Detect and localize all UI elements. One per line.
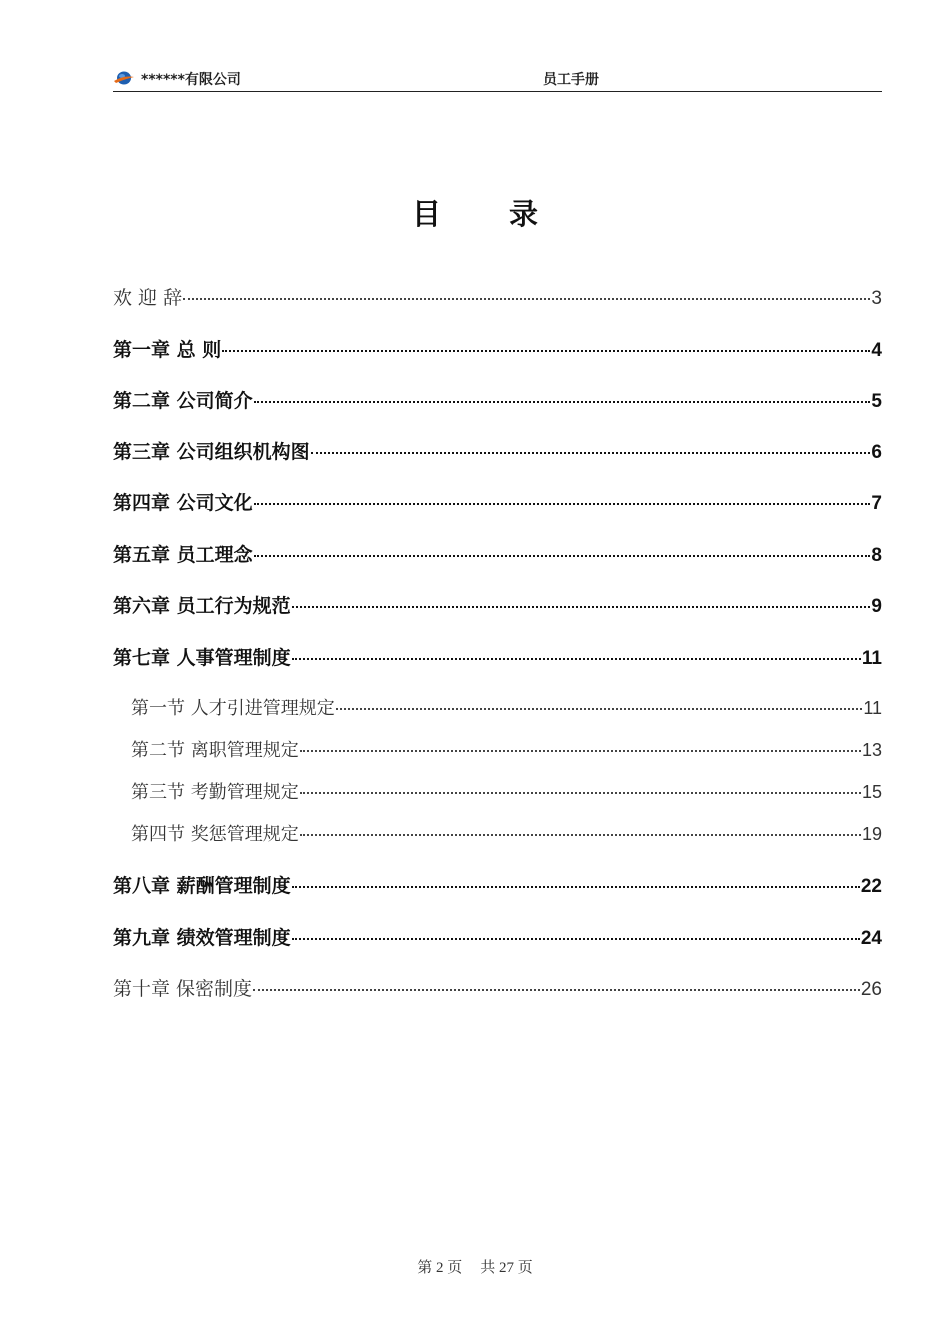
toc-dot-leader: [254, 401, 871, 403]
toc-entry-label: 第六章 员工行为规范: [113, 595, 291, 617]
toc-dot-leader: [300, 750, 861, 752]
toc-entry-page: 4: [871, 340, 882, 361]
toc-section-entry[interactable]: [131, 820, 882, 846]
toc-chapter-entry[interactable]: [113, 283, 882, 310]
toc-entry-page: 22: [860, 876, 882, 897]
toc-entry-label: 第三节 考勤管理规定: [131, 782, 299, 803]
toc-dot-leader: [183, 298, 870, 300]
toc-dot-leader: [292, 606, 871, 608]
toc-entry-label: 第七章 人事管理制度: [113, 647, 291, 669]
toc-entry-page: 7: [871, 493, 882, 514]
toc-entry-label: 第一章 总 则: [113, 339, 222, 361]
toc-entry-label: 第八章 薪酬管理制度: [113, 875, 291, 897]
toc-chapter-entry[interactable]: [113, 335, 882, 362]
toc-dot-leader: [292, 938, 860, 940]
toc-dot-leader: [222, 350, 870, 352]
toc-heading: 目录: [411, 197, 606, 231]
toc-entry-page: 5: [871, 391, 882, 412]
company-name: ******有限公司: [141, 72, 241, 88]
toc-entry-page: 13: [861, 740, 882, 760]
toc-section-entry[interactable]: [131, 778, 882, 804]
toc-dot-leader: [300, 792, 861, 794]
toc-section-entry[interactable]: [131, 694, 882, 720]
toc-chapter-entry[interactable]: [113, 643, 882, 670]
toc-dot-leader: [254, 503, 871, 505]
toc-entry-page: 11: [863, 698, 882, 718]
toc-entry-label: 第九章 绩效管理制度: [113, 927, 291, 949]
toc-section-entry[interactable]: [131, 736, 882, 762]
page-footer: [0, 1256, 950, 1277]
toc-entry-page: 6: [871, 442, 882, 463]
toc-entry-label: 第一节 人才引进管理规定: [131, 698, 335, 719]
toc-dot-leader: [300, 834, 861, 836]
toc-dot-leader: [311, 452, 871, 454]
toc-entry-page: 24: [860, 928, 882, 949]
toc-entry-label: 欢 迎 辞: [113, 287, 183, 309]
toc-dot-leader: [292, 658, 861, 660]
toc-entry-label: 第三章 公司组织机构图: [113, 441, 310, 463]
toc-entry-label: 第四节 奖惩管理规定: [131, 824, 299, 845]
table-of-contents: [113, 0, 882, 1100]
toc-entry-page: 19: [861, 824, 882, 844]
toc-dot-leader: [292, 886, 860, 888]
toc-dot-leader: [253, 989, 860, 991]
toc-chapter-entry[interactable]: [113, 386, 882, 413]
toc-entry-page: 9: [871, 596, 882, 617]
toc-entry-page: 3: [871, 288, 882, 309]
toc-chapter-entry[interactable]: [113, 540, 882, 567]
page-number: 第 2 页: [417, 1260, 463, 1276]
toc-dot-leader: [254, 555, 871, 557]
toc-entry-page: 11: [861, 648, 882, 669]
toc-chapter-entry[interactable]: [113, 974, 882, 1001]
toc-entry-page: 15: [861, 782, 882, 802]
toc-entry-label: 第四章 公司文化: [113, 492, 253, 514]
document-title: 员工手册: [543, 72, 599, 88]
toc-entry-label: 第二节 离职管理规定: [131, 740, 299, 761]
toc-entry-label: 第十章 保密制度: [113, 978, 253, 1000]
toc-chapter-entry[interactable]: [113, 591, 882, 618]
toc-chapter-entry[interactable]: [113, 488, 882, 515]
toc-entry-page: 26: [860, 979, 882, 1000]
page-total: 共 27 页: [480, 1260, 533, 1276]
toc-chapter-entry[interactable]: [113, 923, 882, 950]
toc-chapter-entry[interactable]: [113, 437, 882, 464]
toc-dot-leader: [336, 708, 863, 710]
toc-entry-page: 8: [871, 545, 882, 566]
toc-entry-label: 第二章 公司简介: [113, 390, 253, 412]
toc-chapter-entry[interactable]: [113, 871, 882, 898]
toc-entry-label: 第五章 员工理念: [113, 544, 253, 566]
